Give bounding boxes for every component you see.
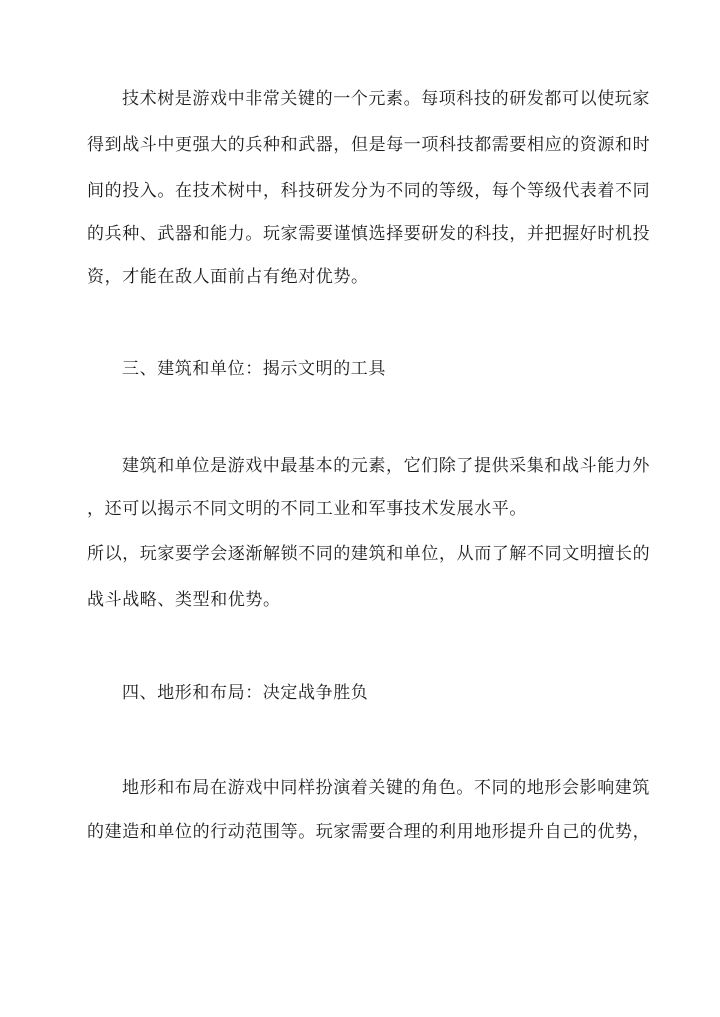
- paragraph-terrain-line-2: 的建造和单位的行动范围等。玩家需要合理的利用地形提升自己的优势，: [87, 822, 651, 842]
- paragraph-buildings-line-1: 建筑和单位是游戏中最基本的元素，它们除了提供采集和战斗能力外: [122, 456, 650, 476]
- paragraph-buildings-line-4: 战斗战略、类型和优势。: [87, 590, 281, 610]
- paragraph-buildings-line-2: ，还可以揭示不同文明的不同工业和军事技术发展水平。: [87, 499, 527, 519]
- paragraph-terrain-line-1: 地形和布局在游戏中同样扮演着关键的角色。不同的地形会影响建筑: [122, 778, 650, 798]
- section-heading-3: 三、建筑和单位：揭示文明的工具: [122, 359, 386, 379]
- section-heading-4: 四、地形和布局：决定战争胜负: [122, 683, 369, 703]
- paragraph-tech-tree-line-3: 间的投入。在技术树中，科技研发分为不同的等级，每个等级代表着不同: [87, 181, 651, 201]
- paragraph-buildings-line-3: 所以，玩家要学会逐渐解锁不同的建筑和单位，从而了解不同文明擅长的: [87, 544, 651, 564]
- paragraph-tech-tree-line-2: 得到战斗中更强大的兵种和武器，但是每一项科技都需要相应的资源和时: [87, 135, 651, 155]
- paragraph-tech-tree-line-4: 的兵种、武器和能力。玩家需要谨慎选择要研发的科技，并把握好时机投: [87, 224, 651, 244]
- paragraph-tech-tree-line-1: 技术树是游戏中非常关键的一个元素。每项科技的研发都可以使玩家: [122, 89, 650, 109]
- paragraph-tech-tree-line-5: 资，才能在敌人面前占有绝对优势。: [87, 267, 369, 287]
